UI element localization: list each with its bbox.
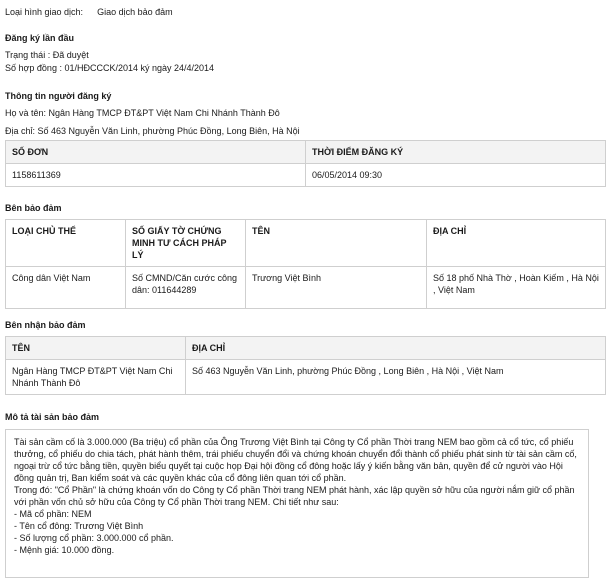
- asset-detail-item: - Số lượng cổ phần: 3.000.000 cổ phần.: [14, 533, 174, 543]
- application-number-cell: 1158611369: [6, 164, 306, 187]
- registrant-address: Địa chỉ: Số 463 Nguyễn Văn Linh, phường Phúc Đồng, Long Biên, Hà Nội: [5, 126, 300, 136]
- legal-document-cell: Số CMND/Căn cước công dân: 011644289: [126, 267, 246, 309]
- transaction-type-value: Giao dịch bảo đảm: [97, 7, 173, 17]
- column-header-registration-time: THỜI ĐIỂM ĐĂNG KÝ: [306, 141, 606, 164]
- registration-table: [5, 140, 606, 187]
- guarantor-heading: Bên bảo đảm: [5, 203, 62, 213]
- secured-party-table: [5, 336, 606, 395]
- column-header-legal-document: SỐ GIẤY TỜ CHỨNG MINH TƯ CÁCH PHÁP LÝ: [126, 220, 246, 267]
- guarantor-table: [5, 219, 606, 309]
- column-header-address: ĐỊA CHỈ: [186, 337, 606, 360]
- registrant-name: Họ và tên: Ngân Hàng TMCP ĐT&PT Việt Nam Chi Nhánh Thành Đô: [5, 108, 280, 118]
- guarantor-name-cell: Trương Việt Bình: [246, 267, 427, 309]
- asset-description-paragraph: Trong đó: "Cổ Phần" là chứng khoán vốn do Công ty Cổ phần Thời trang NEM phát hành, xác lập quyền sở hữu của người nắm giữ cổ phần với phần vốn chủ sở hữu của Công ty Cổ phần Thời trang NEM. Chi tiết như sau:: [14, 485, 575, 507]
- guarantor-address-cell: Số 18 phố Nhà Thờ , Hoàn Kiếm , Hà Nội , Việt Nam: [427, 267, 606, 309]
- asset-description-paragraph: Tài sản cầm cố là 3.000.000 (Ba triệu) cổ phần của Ông Trương Việt Bình tại Công ty Cổ phần Thời trang NEM bao gồm cả cổ tức, cổ phiếu thưởng, cổ phiếu do chia tách, phát hành thêm, trái phiếu chuyển đổi và chứng khoán chuyển đổi thành cổ phiếu phát sinh từ tài sản cầm cố, ngoại trừ cổ tức bằng tiền, quyền biểu quyết tại cuộc họp Đại hội đồng cổ đông hoặc lấy ý kiến bằng văn bản, quyền để cử người vào Hội đồng quản trị, Ban kiểm soát và các quyền khác của cổ đông liên quan tới cổ phần.: [14, 437, 577, 483]
- asset-description-box: [5, 429, 589, 578]
- registrant-heading: Thông tin người đăng ký: [5, 91, 112, 101]
- column-header-address: ĐỊA CHỈ: [427, 220, 606, 267]
- registration-time-cell: 06/05/2014 09:30: [306, 164, 606, 187]
- secured-party-name-cell: Ngân Hàng TMCP ĐT&PT Việt Nam Chi Nhánh Thành Đô: [6, 360, 186, 395]
- table-row: [6, 164, 606, 187]
- subject-type-cell: Công dân Việt Nam: [6, 267, 126, 309]
- table-row: [6, 360, 606, 395]
- column-header-name: TÊN: [6, 337, 186, 360]
- status-text: Trạng thái : Đã duyệt: [5, 50, 89, 60]
- asset-detail-item: - Tên cổ đông: Trương Việt Bình: [14, 521, 144, 531]
- asset-detail-item: - Mã cổ phần: NEM: [14, 509, 92, 519]
- transaction-type-label: Loại hình giao dịch:: [5, 7, 84, 17]
- contract-number-text: Số hợp đồng : 01/HĐCCCK/2014 ký ngày 24/4/2014: [5, 63, 215, 73]
- secured-party-address-cell: Số 463 Nguyễn Văn Linh, phường Phúc Đồng , Long Biên , Hà Nội , Việt Nam: [186, 360, 606, 395]
- column-header-application-number: SỐ ĐƠN: [6, 141, 306, 164]
- table-row: [6, 267, 606, 309]
- column-header-name: TÊN: [246, 220, 427, 267]
- asset-detail-item: - Mệnh giá: 10.000 đồng.: [14, 545, 115, 555]
- asset-description-heading: Mô tả tài sản bảo đảm: [5, 412, 100, 422]
- transaction-type-row: [5, 6, 173, 18]
- first-registration-heading: Đăng ký lần đầu: [5, 33, 75, 43]
- column-header-subject-type: LOẠI CHỦ THỂ: [6, 220, 126, 267]
- secured-party-heading: Bên nhận bảo đảm: [5, 320, 86, 330]
